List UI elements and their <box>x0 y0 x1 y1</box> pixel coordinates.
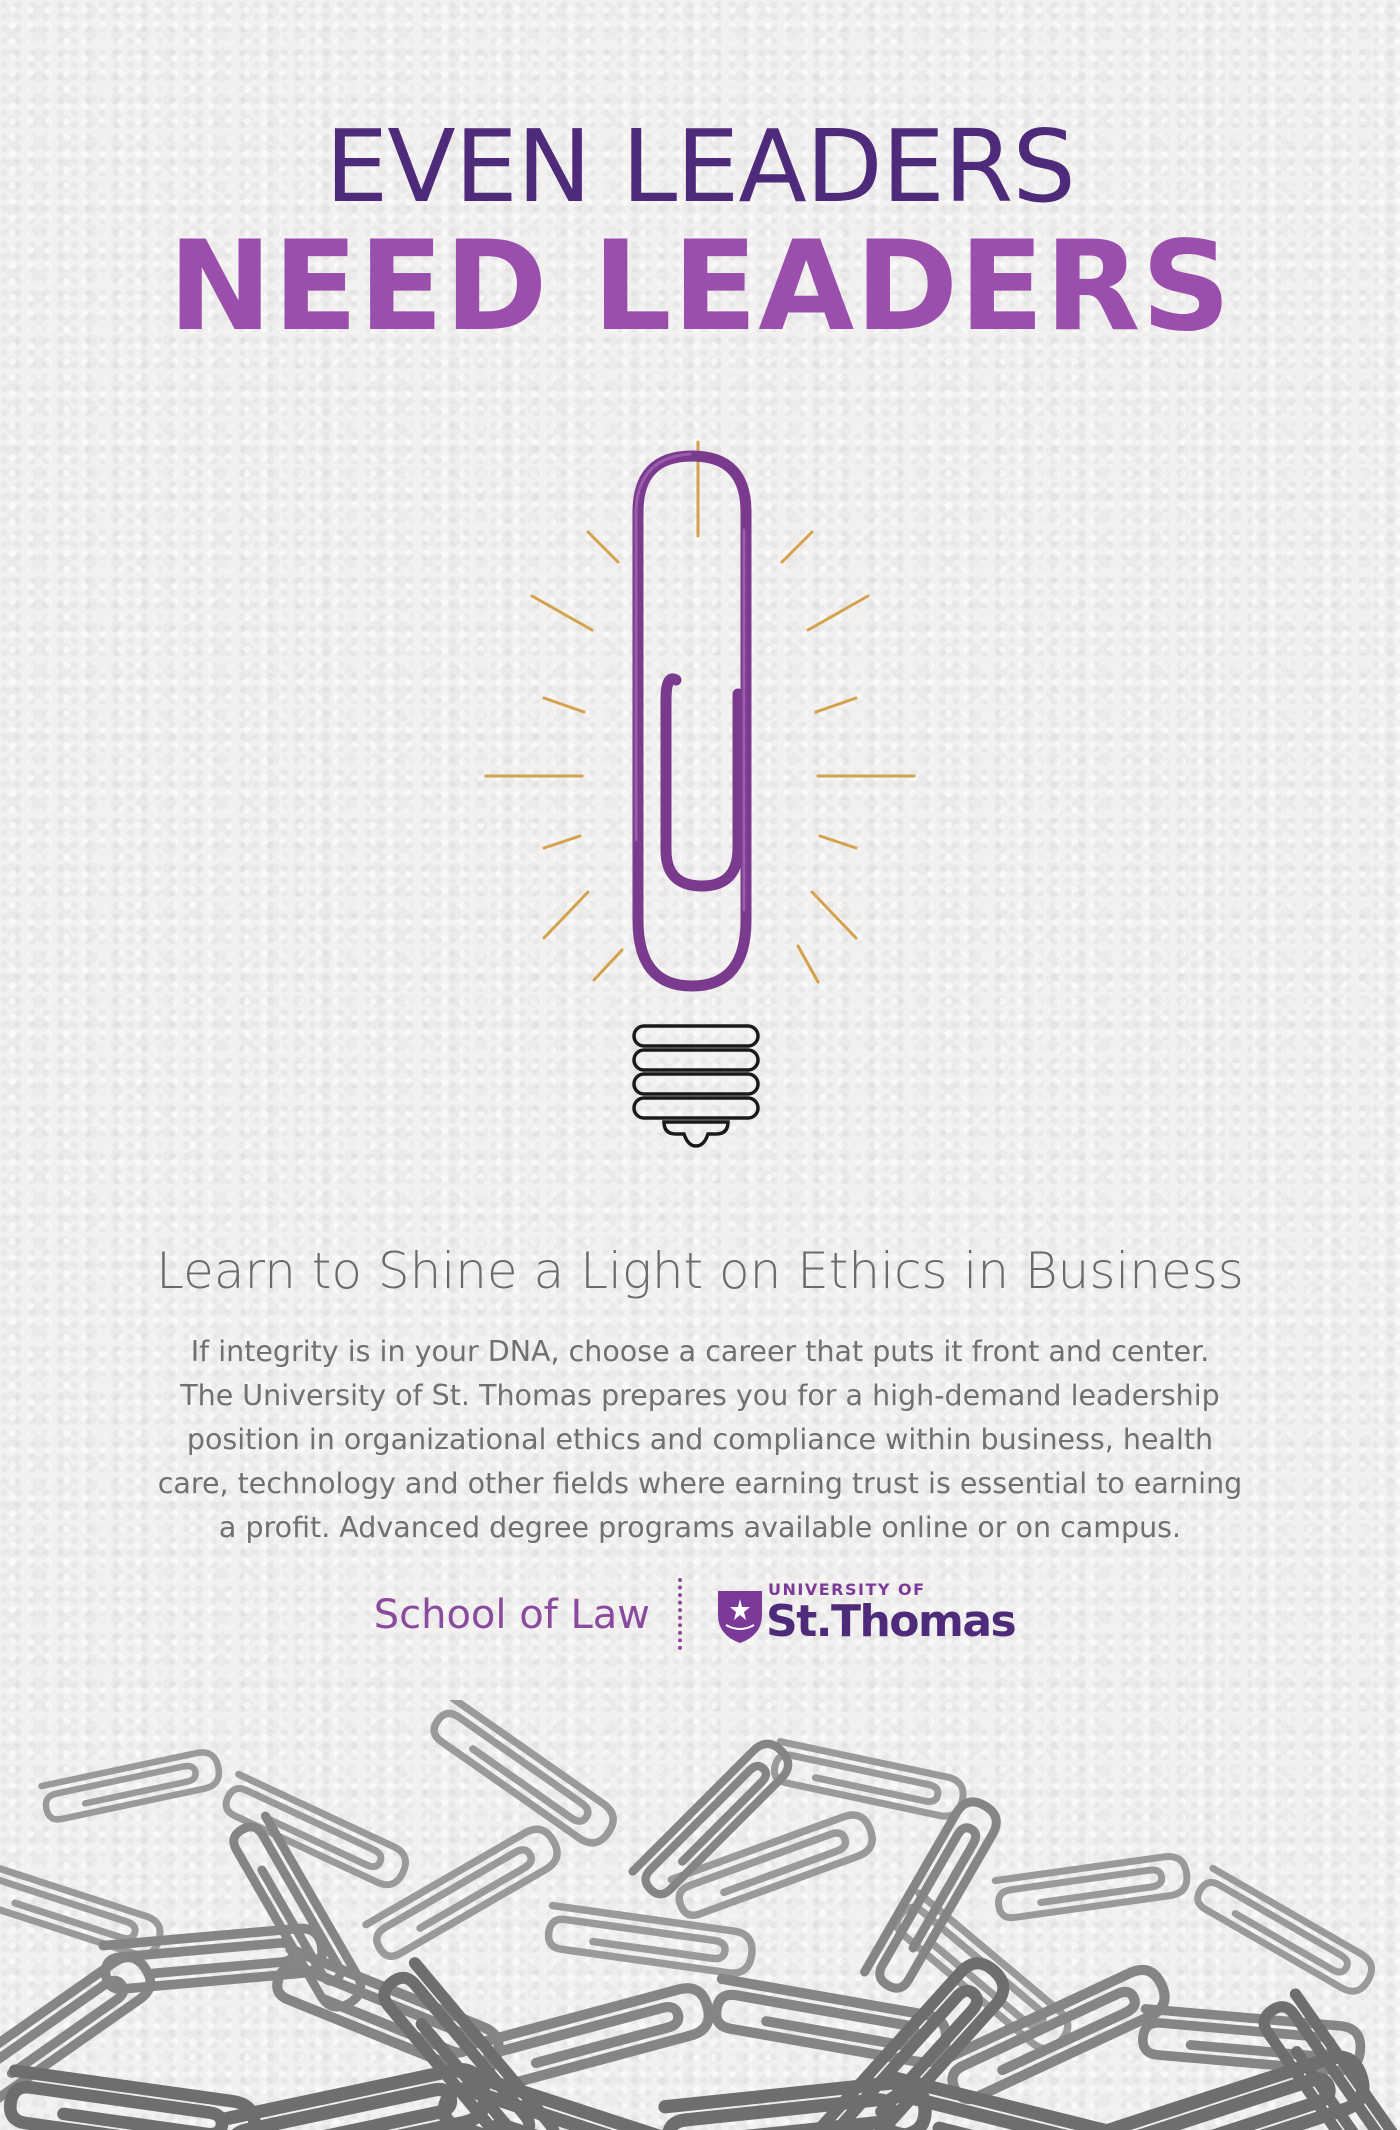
headline-line-1: EVEN LEADERS <box>325 108 1075 225</box>
body-line: The University of St. Thomas prepares you for a high-demand leadership <box>180 1379 1220 1412</box>
logo-st-thomas: St.Thomas <box>766 1596 1016 1647</box>
footer-divider <box>678 1578 682 1650</box>
paperclip-lightbulb-icon <box>460 430 940 1150</box>
school-of-law-label: School of Law <box>373 1592 650 1638</box>
paperclip-pile-icon <box>0 1700 1400 2130</box>
body-line: position in organizational ethics and compliance within business, health <box>186 1423 1214 1456</box>
light-rays <box>486 442 914 982</box>
body-copy <box>140 1330 1260 1550</box>
purple-paperclip <box>638 456 746 986</box>
purple-paperclip-highlight <box>636 454 744 910</box>
subhead: Learn to Shine a Light on Ethics in Business <box>156 1242 1244 1300</box>
headline-line-2: NEED LEADERS <box>168 215 1232 359</box>
body-line: If integrity is in your DNA, choose a career that puts it front and center. <box>190 1335 1210 1368</box>
body-line: care, technology and other fields where earning trust is essential to earning <box>157 1467 1243 1500</box>
body-line: a profit. Advanced degree programs available online or on campus. <box>218 1511 1182 1544</box>
logo-university-of: UNIVERSITY OF <box>768 1580 926 1599</box>
shield-logo-icon <box>714 1585 766 1645</box>
bulb-base <box>634 1026 758 1146</box>
st-thomas-logo <box>714 1580 1034 1650</box>
